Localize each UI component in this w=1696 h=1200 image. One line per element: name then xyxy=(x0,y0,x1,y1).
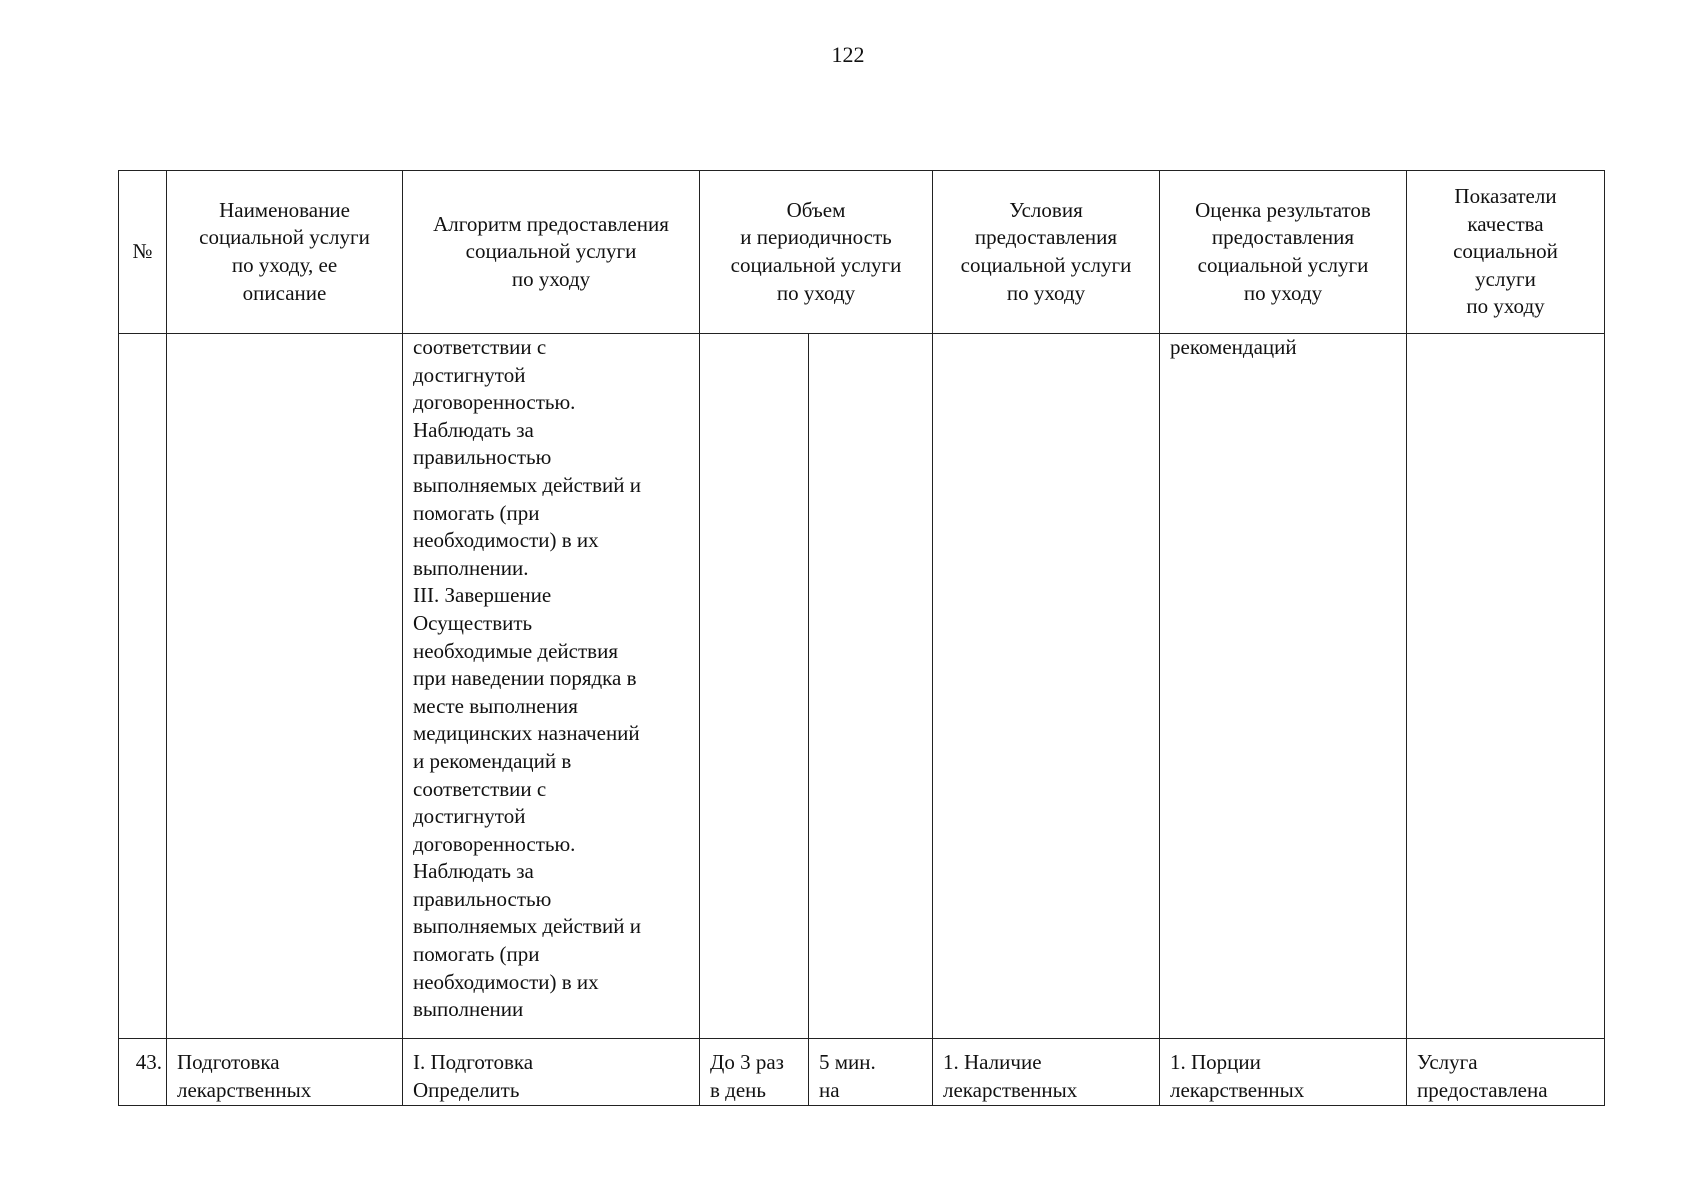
header-service-name: Наименование социальной услуги по уходу, ее описание xyxy=(167,171,403,334)
cell-service-name xyxy=(167,1039,403,1106)
results-text: рекомендаций xyxy=(1170,335,1297,359)
results-text: 1. Порции лекарственных xyxy=(1170,1050,1305,1102)
conditions-text: 1. Наличие лекарственных xyxy=(943,1050,1078,1102)
cell-periodicity xyxy=(809,1039,933,1106)
header-results-assessment: Оценка результатов предоставления социальной услуги по уходу xyxy=(1160,171,1407,334)
header-volume-periodicity: Объем и периодичность социальной услуги по уходу xyxy=(700,171,933,334)
header-number: № xyxy=(119,171,167,334)
cell-number xyxy=(119,1039,167,1106)
periodicity-text: 5 мин. на xyxy=(819,1050,876,1102)
row-number: 43. xyxy=(135,1050,162,1074)
cell-conditions xyxy=(933,1039,1160,1106)
table-row-43 xyxy=(119,1039,1605,1106)
services-table xyxy=(118,170,1605,1106)
page-number: 122 xyxy=(831,42,865,67)
cell-conditions xyxy=(933,334,1160,1039)
cell-periodicity xyxy=(809,334,933,1039)
cell-service-name xyxy=(167,334,403,1039)
cell-number xyxy=(119,334,167,1039)
cell-volume xyxy=(700,334,809,1039)
algorithm-text: соответствии с достигнутой договоренностью. Наблюдать за правильностью выполняемых действий и помогать (при необходимости) в их выполнении. III. Завершение Осуществить необходимые действия при наведении порядка в месте выполнения медицинских назначений и рекомендаций в соответствии с достигнутой договоренностью. Наблюдать за правильностью выполняемых действий и помогать (при необходимости) в их выполнении xyxy=(413,335,641,1022)
cell-volume xyxy=(700,1039,809,1106)
cell-algorithm xyxy=(403,1039,700,1106)
service-name: Подготовка лекарственных xyxy=(177,1050,312,1102)
header-conditions: Условия предоставления социальной услуги по уходу xyxy=(933,171,1160,334)
cell-algorithm xyxy=(403,334,700,1039)
cell-quality xyxy=(1407,1039,1605,1106)
header-algorithm: Алгоритм предоставления социальной услуги по уходу xyxy=(403,171,700,334)
quality-text: Услуга предоставлена xyxy=(1417,1050,1548,1102)
table-row-continuation xyxy=(119,334,1605,1039)
cell-results xyxy=(1160,1039,1407,1106)
cell-quality xyxy=(1407,334,1605,1039)
header-quality-indicators: Показатели качества социальной услуги по уходу xyxy=(1407,171,1605,334)
volume-text: До 3 раз в день xyxy=(710,1050,784,1102)
table-header-row xyxy=(119,171,1605,334)
algorithm-text: I. Подготовка Определить xyxy=(413,1050,534,1102)
cell-results xyxy=(1160,334,1407,1039)
